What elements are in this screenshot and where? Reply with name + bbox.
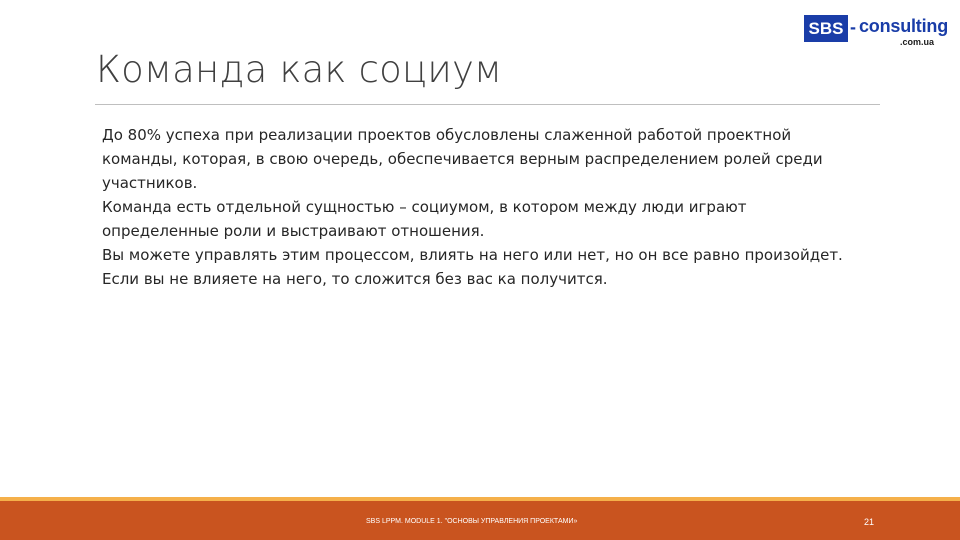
body-paragraph: До 80% успеха при реализации проектов обусловлены слаженной работой проектной команды, которая, в свою очередь, обеспечивается верным распределением ролей среди участников. [102, 126, 823, 192]
title-divider [95, 104, 880, 105]
slide-title: Команда как социум [96, 48, 503, 91]
body-paragraph: Команда есть отдельной сущностью – социумом, в котором между люди играют определенные роли и выстраивают отношения. [102, 198, 747, 240]
body-paragraph: Вы можете управлять этим процессом, влиять на него или нет, но он все равно произойдет. Если вы не влияете на него, то сложится без вас ка получится. [102, 246, 843, 288]
logo-abbr: SBS [804, 15, 848, 42]
logo-word: consulting [859, 16, 948, 36]
logo-domain: .com.ua [900, 37, 935, 47]
sbs-consulting-logo [804, 15, 948, 47]
slide-body [102, 123, 862, 291]
logo-dash: - [850, 17, 856, 37]
page-number: 21 [864, 517, 875, 527]
footer-text: SBS LPPM. MODULE 1. "ОСНОВЫ УПРАВЛЕНИЯ ПРОЕКТАМИ» [366, 518, 578, 525]
